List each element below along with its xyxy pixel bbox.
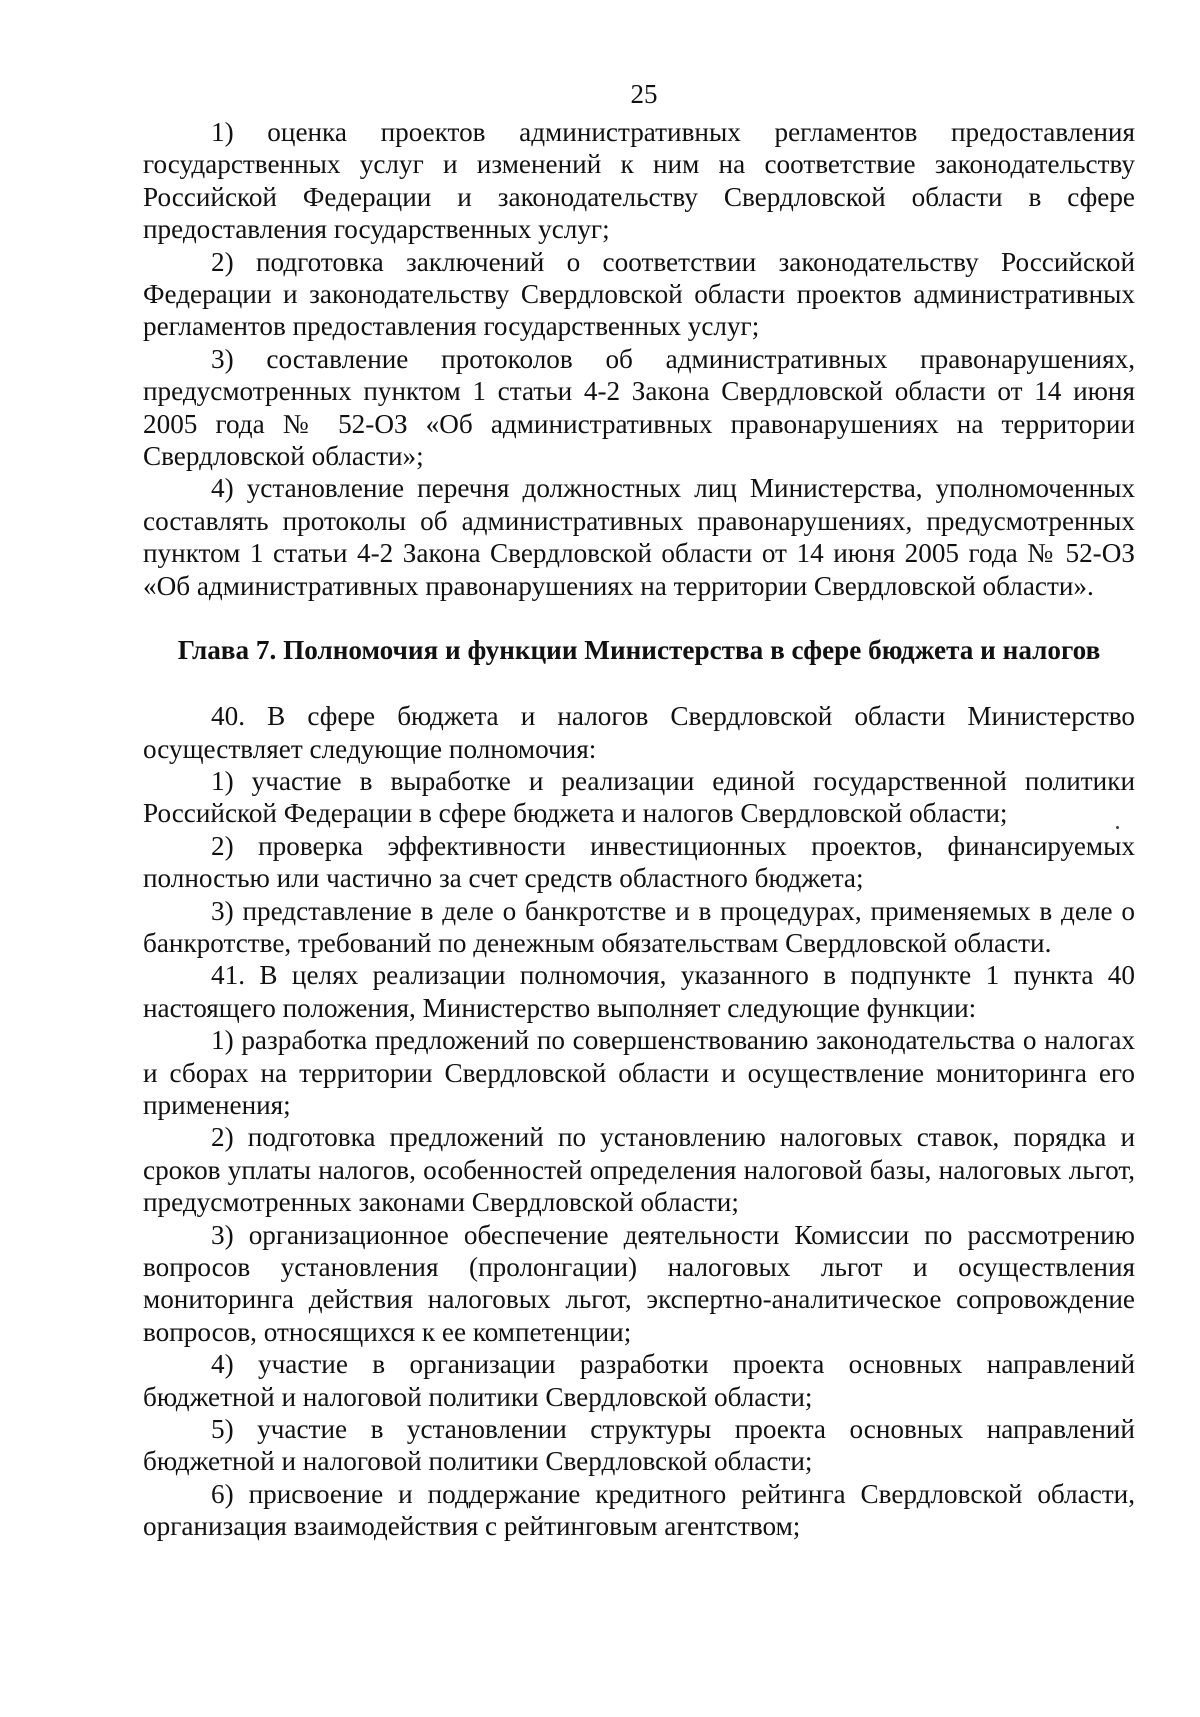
paragraph-clause-41-item-2: 2) подготовка предложений по установлению налоговых ставок, порядка и сроков уплаты налогов, особенностей определения налоговой базы, налоговых льгот, предусмотренных законами Свердловской области; (143, 1122, 1135, 1218)
top-section (143, 116, 1135, 602)
paragraph-clause-40-item-1: 1) участие в выработке и реализации единой государственной политики Российской Федерации в сфере бюджета и налогов Свердловской области; (143, 765, 1135, 829)
paragraph-clause-41-item-4: 4) участие в организации разработки проекта основных направлений бюджетной и налоговой политики Свердловской области; (143, 1349, 1135, 1412)
paragraph-clause-41-item-5: 5) участие в установлении структуры проекта основных направлений бюджетной и налоговой политики Свердловской области; (143, 1414, 1135, 1477)
paragraph-clause-41-item-6: 6) присвоение и поддержание кредитного рейтинга Свердловской области, организация взаимодействия с рейтинговым агентством; (143, 1478, 1135, 1542)
paragraph-item-3: 3) составление протоколов об административных правонарушениях, предусмотренных пунктом 1 статьи 4-2 Закона Свердловской области от 14 июня 2005 года № 52-ОЗ «Об административных правонарушениях на территории Свердловской области»; (143, 343, 1135, 472)
paragraph-clause-40-item-2: 2) проверка эффективности инвестиционных проектов, финансируемых полностью или частично за счет средств областного бюджета; (143, 830, 1135, 894)
paragraph-clause-41-item-1: 1) разработка предложений по совершенствованию законодательства о налогах и сборах на территории Свердловской области и осуществление мониторинга его применения; (143, 1025, 1135, 1120)
bottom-section (143, 700, 1135, 1543)
paragraph-clause-40: 40. В сфере бюджета и налогов Свердловской области Министерство осуществляет следующие полномочия: (143, 701, 1135, 764)
paragraph-item-4: 4) установление перечня должностных лиц Министерства, уполномоченных составлять протоколы об административных правонарушениях, предусмотренных пунктом 1 статьи 4-2 Закона Свердловской области от 14 июня 2005 года № 52-ОЗ «Об административных правонарушениях на территории Свердловской области». (143, 473, 1135, 601)
chapter-heading: Глава 7. Полномочия и функции Министерства в сфере бюджета и налогов (177, 635, 1101, 666)
paragraph-item-1: 1) оценка проектов административных регламентов предоставления государственных услуг и изменений к ним на соответствие законодательству Российской Федерации и законодательству Свердловской области в сфере предоставления государственных услуг; (143, 117, 1135, 245)
paragraph-clause-41: 41. В целях реализации полномочия, указанного в подпункте 1 пункта 40 настоящего положения, Министерство выполняет следующие функции: (143, 960, 1135, 1023)
paragraph-clause-41-item-3: 3) организационное обеспечение деятельности Комиссии по рассмотрению вопросов установления (пролонгации) налоговых льгот и осуществления мониторинга действия налоговых льгот, экспертно-аналитическое сопровождение вопросов, относящихся к ее компетенции; (143, 1219, 1135, 1347)
page-number: 25 (630, 79, 658, 109)
paragraph-clause-40-item-3: 3) представление в деле о банкротстве и в процедурах, применяемых в деле о банкротстве, требований по денежным обязательствам Свердловской области. (143, 895, 1135, 958)
scan-speck (1116, 826, 1119, 829)
document-page (143, 78, 1135, 1543)
paragraph-item-2: 2) подготовка заключений о соответствии законодательству Российской Федерации и законодательству Свердловской области проектов административных регламентов предоставления государственных услуг; (143, 246, 1135, 342)
